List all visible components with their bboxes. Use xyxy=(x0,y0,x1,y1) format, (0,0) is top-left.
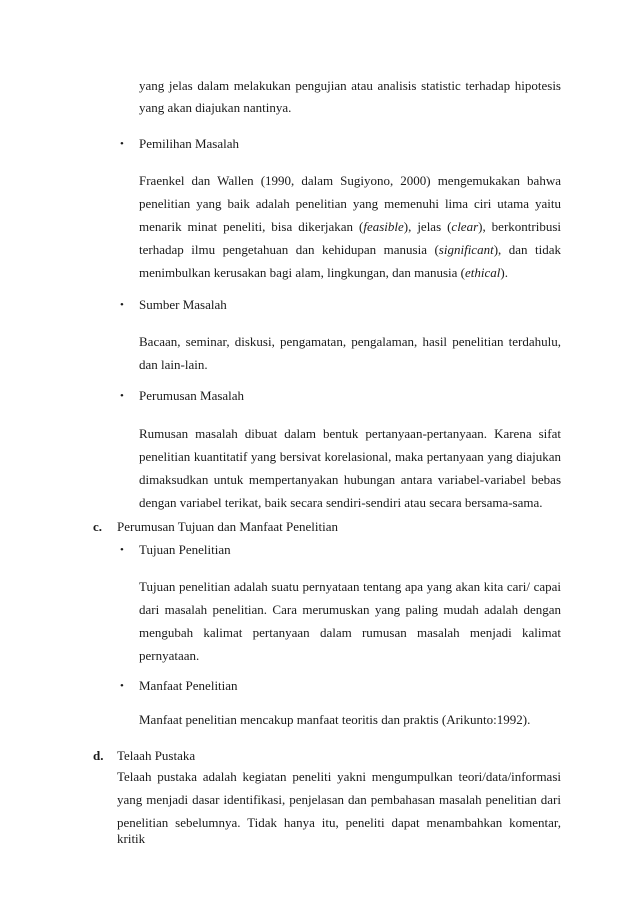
telaah-line-1: Telaah pustaka adalah kegiatan peneliti yakni mengumpulkan teori/data/informasi xyxy=(117,769,561,784)
heading-tujuan-penelitian: Tujuan Penelitian xyxy=(139,542,231,557)
section-d-heading: Telaah Pustaka xyxy=(117,748,196,763)
pemilihan-line-1: Fraenkel dan Wallen (1990, dalam Sugiyono, 2000) mengemukakan bahwa xyxy=(139,173,561,188)
pemilihan-line-2: penelitian yang baik adalah penelitian yang memenuhi lima ciri utama yaitu xyxy=(139,196,561,211)
bullet-manfaat: • xyxy=(120,680,124,692)
section-c-marker: c. xyxy=(93,519,103,534)
bullet-perumusan: • xyxy=(120,390,124,402)
term-significant: significant xyxy=(438,242,494,257)
heading-sumber-masalah: Sumber Masalah xyxy=(139,297,227,312)
pemilihan-line-4: terhadap ilmu pengetahuan dan kehidupan manusia (significant), dan tidak xyxy=(139,242,562,257)
perumusan-line-3: dimaksudkan untuk mempertanyakan hubungan antara variabel-variabel bebas xyxy=(139,472,561,487)
pemilihan-line-5: menimbulkan kerusakan bagi alam, lingkungan, dan manusia (ethical). xyxy=(139,265,508,280)
bullet-pemilihan: • xyxy=(120,138,124,150)
perumusan-line-1: Rumusan masalah dibuat dalam bentuk pertanyaan-pertanyaan. Karena sifat xyxy=(139,426,561,441)
telaah-line-3: penelitian sebelumnya. Tidak hanya itu, peneliti dapat menambahkan komentar, kritik xyxy=(117,815,561,846)
term-ethical: ethical xyxy=(465,265,501,280)
term-clear: clear xyxy=(451,219,479,234)
pemilihan-line-3: menarik minat peneliti, bisa dikerjakan (feasible), jelas (clear), berkontribusi xyxy=(139,219,561,234)
heading-pemilihan-masalah: Pemilihan Masalah xyxy=(139,136,240,151)
tujuan-line-3: mengubah kalimat pertanyaan dalam rumusan masalah menjadi kalimat xyxy=(139,625,561,640)
tujuan-line-4: pernyataan. xyxy=(139,648,200,663)
sumber-line-2: dan lain-lain. xyxy=(139,357,208,372)
manfaat-line-1: Manfaat penelitian mencakup manfaat teoritis dan praktis (Arikunto:1992). xyxy=(139,712,531,727)
intro-line-2: yang akan diajukan nantinya. xyxy=(139,100,292,115)
bullet-sumber: • xyxy=(120,299,124,311)
intro-line-1: yang jelas dalam melakukan pengujian atau analisis statistic terhadap hipotesis xyxy=(139,78,561,93)
perumusan-line-2: penelitian kuantitatif yang bersivat korelasional, maka pertanyaan yang diajukan xyxy=(139,449,561,464)
perumusan-line-4: dengan variabel terikat, baik secara sendiri-sendiri atau secara bersama-sama. xyxy=(139,495,543,510)
sumber-line-1: Bacaan, seminar, diskusi, pengamatan, pengalaman, hasil penelitian terdahulu, xyxy=(139,334,561,349)
telaah-line-2: yang menjadi dasar identifikasi, penjelasan dan pembahasan masalah penelitian dari xyxy=(117,792,561,807)
heading-manfaat-penelitian: Manfaat Penelitian xyxy=(139,678,238,693)
bullet-tujuan: • xyxy=(120,544,124,556)
term-feasible: feasible xyxy=(363,219,404,234)
section-c-heading: Perumusan Tujuan dan Manfaat Penelitian xyxy=(117,519,338,534)
section-d-marker: d. xyxy=(93,748,104,763)
heading-perumusan-masalah: Perumusan Masalah xyxy=(139,388,245,403)
tujuan-line-2: dari masalah penelitian. Cara merumuskan yang paling mudah adalah dengan xyxy=(139,602,561,617)
tujuan-line-1: Tujuan penelitian adalah suatu pernyataan tentang apa yang akan kita cari/ capai xyxy=(139,579,561,594)
